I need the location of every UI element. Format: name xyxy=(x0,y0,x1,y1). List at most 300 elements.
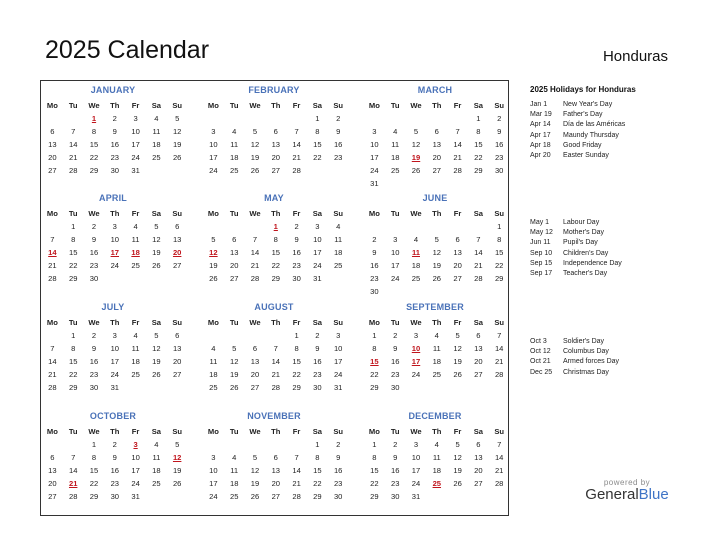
holiday-date: Dec 25 xyxy=(530,368,553,376)
empty-day xyxy=(364,220,385,233)
day: 24 xyxy=(209,492,218,501)
holiday-name: Father's Day xyxy=(563,111,603,119)
day: 5 xyxy=(434,235,439,244)
weekday-header: Tu xyxy=(390,427,400,436)
day: 26 xyxy=(250,492,260,501)
day: 13 xyxy=(271,140,281,149)
empty-day xyxy=(265,438,286,451)
day: 6 xyxy=(175,222,180,231)
holiday-day: 14 xyxy=(48,248,57,257)
holiday-row xyxy=(530,110,700,120)
day: 26 xyxy=(453,370,462,379)
day: 2 xyxy=(393,440,398,449)
day: 28 xyxy=(474,274,483,283)
empty-day xyxy=(224,438,245,451)
weekday-header: Mo xyxy=(46,427,58,436)
day: 5 xyxy=(175,114,180,123)
empty-day xyxy=(447,112,468,125)
holiday-name: Teacher's Day xyxy=(563,270,608,278)
day: 27 xyxy=(271,166,281,175)
month-march xyxy=(364,83,506,190)
day: 11 xyxy=(432,344,441,353)
day: 4 xyxy=(336,222,341,231)
holiday-name: Christmas Day xyxy=(563,368,609,376)
day: 1 xyxy=(91,440,97,449)
day: 25 xyxy=(411,274,421,283)
weekday-header: Tu xyxy=(390,318,400,327)
weekday-header: Tu xyxy=(68,101,78,110)
holiday-name: Children's Day xyxy=(563,249,609,257)
day: 3 xyxy=(393,235,398,244)
holiday-row xyxy=(530,151,700,161)
day: 19 xyxy=(453,466,462,475)
holiday-row xyxy=(530,259,700,269)
weekday-header: Tu xyxy=(390,101,400,110)
day: 11 xyxy=(131,344,140,353)
month-june xyxy=(364,191,506,298)
day: 21 xyxy=(474,261,483,270)
holidays-heading: 2025 Holidays for Honduras xyxy=(530,85,636,94)
day: 25 xyxy=(229,166,239,175)
month-november xyxy=(203,409,345,503)
weekday-header: Tu xyxy=(229,427,239,436)
day: 14 xyxy=(68,140,78,149)
day: 10 xyxy=(411,453,421,462)
day: 26 xyxy=(250,166,260,175)
day: 4 xyxy=(434,440,439,449)
day: 28 xyxy=(48,383,57,392)
holiday-date: Oct 12 xyxy=(530,348,551,356)
day: 31 xyxy=(110,383,120,392)
weekday-header: Th xyxy=(432,101,442,110)
day: 26 xyxy=(152,370,161,379)
day: 28 xyxy=(68,492,78,501)
weekday-header: Su xyxy=(333,427,344,436)
day: 10 xyxy=(131,453,140,462)
holiday-day: 12 xyxy=(172,453,182,462)
weekday-header: Mo xyxy=(46,318,58,327)
day: 9 xyxy=(336,453,341,462)
holiday-date: Mar 19 xyxy=(530,111,552,119)
holiday-name: Día de las Américas xyxy=(563,121,626,129)
day: 12 xyxy=(152,344,161,353)
day: 15 xyxy=(292,357,301,366)
day: 8 xyxy=(315,127,320,136)
day: 19 xyxy=(172,466,182,475)
weekday-header: Th xyxy=(271,209,281,218)
day: 30 xyxy=(494,166,504,175)
holiday-day: 1 xyxy=(273,222,278,231)
weekday-header: Th xyxy=(271,101,281,110)
weekday-header: We xyxy=(249,427,261,436)
month-name: DECEMBER xyxy=(408,411,462,421)
day: 6 xyxy=(476,440,481,449)
day: 30 xyxy=(370,287,379,296)
day: 15 xyxy=(474,140,483,149)
day: 15 xyxy=(271,248,281,257)
day: 24 xyxy=(110,261,120,270)
day: 12 xyxy=(229,357,239,366)
weekday-header: Mo xyxy=(207,101,219,110)
empty-day xyxy=(245,438,266,451)
day: 13 xyxy=(172,344,182,353)
day: 23 xyxy=(494,153,504,162)
month-grid xyxy=(42,99,184,177)
holiday-name: Columbus Day xyxy=(563,348,609,356)
day: 26 xyxy=(152,261,161,270)
day: 31 xyxy=(411,492,421,501)
weekday-header: Mo xyxy=(368,209,380,218)
day: 24 xyxy=(411,479,421,488)
day: 4 xyxy=(413,235,419,244)
day: 18 xyxy=(229,153,239,162)
day: 8 xyxy=(476,127,481,136)
month-grid xyxy=(42,207,184,285)
day: 27 xyxy=(48,166,57,175)
day: 16 xyxy=(370,261,379,270)
day: 7 xyxy=(294,453,299,462)
day: 29 xyxy=(68,383,78,392)
weekday-header: Sa xyxy=(151,101,162,110)
day: 19 xyxy=(152,248,161,257)
weekday-header: Fr xyxy=(453,318,462,327)
month-name: NOVEMBER xyxy=(247,411,301,421)
month-name: MARCH xyxy=(417,85,453,95)
day: 28 xyxy=(494,370,504,379)
day: 9 xyxy=(497,127,502,136)
day: 23 xyxy=(292,261,301,270)
day: 3 xyxy=(211,453,216,462)
holiday-day: 12 xyxy=(209,248,218,257)
day: 27 xyxy=(432,166,442,175)
holiday-row xyxy=(530,238,700,248)
holiday-row xyxy=(530,249,700,259)
month-december xyxy=(364,409,506,503)
day: 30 xyxy=(292,274,301,283)
day: 17 xyxy=(131,466,140,475)
weekday-header: Mo xyxy=(368,427,380,436)
day: 20 xyxy=(172,357,182,366)
empty-day xyxy=(203,329,224,342)
weekday-header: Mo xyxy=(207,318,219,327)
day: 15 xyxy=(313,140,322,149)
day: 8 xyxy=(71,235,76,244)
holiday-name: Maundy Thursday xyxy=(563,131,619,139)
day: 22 xyxy=(68,261,78,270)
day: 13 xyxy=(432,140,442,149)
weekday-header: Sa xyxy=(151,209,162,218)
day: 4 xyxy=(154,114,159,123)
page-title: 2025 Calendar xyxy=(45,36,210,64)
day: 8 xyxy=(294,344,299,353)
holiday-group xyxy=(530,337,700,378)
day: 7 xyxy=(50,344,55,353)
day: 25 xyxy=(209,383,218,392)
day: 26 xyxy=(453,479,462,488)
holiday-day: 15 xyxy=(370,357,379,366)
empty-day xyxy=(265,329,286,342)
weekday-header: Fr xyxy=(453,427,462,436)
weekday-header: Sa xyxy=(473,427,484,436)
day: 9 xyxy=(112,453,117,462)
day: 22 xyxy=(313,479,322,488)
day: 12 xyxy=(432,248,442,257)
day: 20 xyxy=(48,153,57,162)
day: 13 xyxy=(172,235,182,244)
day: 27 xyxy=(229,274,239,283)
weekday-header: Fr xyxy=(453,209,462,218)
day: 8 xyxy=(372,453,377,462)
holiday-name: Good Friday xyxy=(563,141,602,149)
day: 9 xyxy=(112,127,117,136)
empty-day xyxy=(224,329,245,342)
day: 27 xyxy=(48,492,57,501)
day: 25 xyxy=(152,479,161,488)
day: 26 xyxy=(411,166,421,175)
day: 13 xyxy=(474,453,483,462)
day: 17 xyxy=(131,140,140,149)
day: 14 xyxy=(250,248,260,257)
weekday-header: Th xyxy=(432,318,442,327)
day: 16 xyxy=(390,357,400,366)
weekday-header: We xyxy=(88,318,100,327)
weekday-header: We xyxy=(410,209,422,218)
day: 31 xyxy=(131,166,140,175)
holiday-name: Soldier's Day xyxy=(563,338,605,345)
day: 18 xyxy=(432,357,442,366)
month-january xyxy=(42,83,184,177)
weekday-header: Tu xyxy=(229,318,239,327)
day: 23 xyxy=(89,370,99,379)
day: 13 xyxy=(250,357,260,366)
day: 18 xyxy=(229,479,239,488)
holiday-row xyxy=(530,347,700,357)
month-grid xyxy=(203,99,345,177)
day: 16 xyxy=(89,357,99,366)
day: 4 xyxy=(434,331,439,340)
day: 1 xyxy=(71,331,76,340)
day: 24 xyxy=(131,153,140,162)
day: 14 xyxy=(292,140,301,149)
empty-day xyxy=(203,220,224,233)
day: 20 xyxy=(453,261,462,270)
holiday-day: 10 xyxy=(411,344,421,353)
holiday-day: 21 xyxy=(68,479,78,488)
day: 2 xyxy=(372,235,377,244)
day: 11 xyxy=(391,140,400,149)
holiday-group xyxy=(530,218,700,279)
day: 13 xyxy=(474,344,483,353)
day: 6 xyxy=(50,127,55,136)
day: 14 xyxy=(68,466,78,475)
day: 16 xyxy=(333,140,343,149)
day: 24 xyxy=(131,479,140,488)
holiday-row xyxy=(530,100,700,110)
empty-day xyxy=(245,220,266,233)
day: 29 xyxy=(68,274,78,283)
day: 4 xyxy=(232,127,237,136)
day: 23 xyxy=(313,370,322,379)
empty-day xyxy=(42,220,63,233)
holiday-row xyxy=(530,269,700,279)
holiday-date: Apr 17 xyxy=(530,131,551,139)
empty-day xyxy=(42,112,63,125)
day: 27 xyxy=(474,479,483,488)
day: 8 xyxy=(315,453,320,462)
day: 6 xyxy=(476,331,481,340)
day: 18 xyxy=(390,153,400,162)
day: 29 xyxy=(292,383,301,392)
day: 22 xyxy=(370,370,379,379)
weekday-header: Fr xyxy=(131,318,140,327)
day: 27 xyxy=(250,383,260,392)
day: 3 xyxy=(413,440,419,449)
weekday-header: Su xyxy=(494,101,505,110)
holiday-day: 19 xyxy=(411,153,421,162)
day: 2 xyxy=(497,114,502,123)
day: 23 xyxy=(110,479,120,488)
day: 19 xyxy=(172,140,182,149)
day: 27 xyxy=(474,370,483,379)
day: 13 xyxy=(48,466,57,475)
day: 22 xyxy=(89,153,99,162)
day: 14 xyxy=(453,140,462,149)
weekday-header: Th xyxy=(110,427,120,436)
day: 12 xyxy=(453,453,462,462)
day: 27 xyxy=(172,370,182,379)
day: 7 xyxy=(50,235,55,244)
day: 20 xyxy=(229,261,239,270)
day: 21 xyxy=(48,261,57,270)
day: 5 xyxy=(211,235,216,244)
day: 25 xyxy=(152,153,161,162)
day: 16 xyxy=(494,140,504,149)
holiday-name: Pupil's Day xyxy=(563,239,598,247)
day: 5 xyxy=(455,331,460,340)
day: 1 xyxy=(372,440,377,449)
day: 15 xyxy=(494,248,504,257)
day: 27 xyxy=(271,492,281,501)
holiday-row xyxy=(530,218,700,228)
day: 28 xyxy=(292,492,301,501)
weekday-header: Fr xyxy=(131,427,140,436)
day: 16 xyxy=(313,357,322,366)
day: 14 xyxy=(48,357,57,366)
weekday-header: Mo xyxy=(207,427,219,436)
month-may xyxy=(203,191,345,285)
holiday-row xyxy=(530,131,700,141)
day: 22 xyxy=(494,261,504,270)
day: 25 xyxy=(333,261,343,270)
day: 8 xyxy=(497,235,502,244)
month-february xyxy=(203,83,345,177)
weekday-header: We xyxy=(249,101,261,110)
day: 2 xyxy=(393,331,398,340)
day: 10 xyxy=(131,127,140,136)
empty-day xyxy=(426,112,447,125)
brand-name xyxy=(582,486,672,503)
day: 29 xyxy=(271,274,281,283)
day: 17 xyxy=(390,261,400,270)
day: 28 xyxy=(494,479,504,488)
weekday-header: Su xyxy=(333,101,344,110)
weekday-header: Mo xyxy=(46,209,58,218)
day: 16 xyxy=(89,248,99,257)
holiday-name: Independence Day xyxy=(563,259,622,267)
day: 27 xyxy=(453,274,462,283)
day: 7 xyxy=(455,127,460,136)
day: 20 xyxy=(474,357,483,366)
empty-day xyxy=(203,438,224,451)
brand-logo xyxy=(582,478,672,503)
day: 11 xyxy=(432,453,441,462)
day: 3 xyxy=(133,114,138,123)
day: 6 xyxy=(50,453,55,462)
day: 26 xyxy=(432,274,442,283)
holiday-row xyxy=(530,337,700,347)
weekday-header: Th xyxy=(110,318,120,327)
day: 1 xyxy=(315,440,320,449)
empty-day xyxy=(468,220,489,233)
day: 9 xyxy=(393,344,398,353)
day: 16 xyxy=(390,466,400,475)
day: 5 xyxy=(455,440,460,449)
empty-day xyxy=(203,112,224,125)
holiday-row xyxy=(530,141,700,151)
day: 4 xyxy=(232,453,237,462)
day: 23 xyxy=(89,261,99,270)
holiday-date: Apr 18 xyxy=(530,141,551,149)
day: 9 xyxy=(91,344,97,353)
month-october xyxy=(42,409,184,503)
day: 2 xyxy=(336,114,341,123)
weekday-header: Tu xyxy=(68,427,78,436)
day: 9 xyxy=(91,235,97,244)
day: 1 xyxy=(497,222,502,231)
day: 29 xyxy=(89,492,99,501)
day: 13 xyxy=(271,466,281,475)
month-grid xyxy=(364,316,506,394)
day: 10 xyxy=(209,140,218,149)
weekday-header: Fr xyxy=(292,101,301,110)
month-name: AUGUST xyxy=(254,302,294,312)
day: 9 xyxy=(393,453,398,462)
day: 3 xyxy=(372,127,377,136)
day: 24 xyxy=(333,370,343,379)
day: 10 xyxy=(390,248,400,257)
holiday-name: Labour Day xyxy=(563,219,600,226)
day: 7 xyxy=(497,440,502,449)
weekday-header: Sa xyxy=(312,427,323,436)
holiday-date: Sep 15 xyxy=(530,259,553,267)
day: 18 xyxy=(411,261,421,270)
day: 20 xyxy=(250,370,260,379)
day: 21 xyxy=(494,466,504,475)
day: 24 xyxy=(110,370,120,379)
day: 30 xyxy=(110,166,120,175)
holiday-day: 25 xyxy=(432,479,442,488)
day: 15 xyxy=(68,248,78,257)
holiday-day: 20 xyxy=(172,248,182,257)
month-grid xyxy=(42,425,184,503)
day: 13 xyxy=(453,248,462,257)
day: 8 xyxy=(273,235,278,244)
day: 27 xyxy=(172,261,182,270)
weekday-header: Fr xyxy=(131,209,140,218)
holiday-group xyxy=(530,100,700,161)
day: 24 xyxy=(209,166,218,175)
day: 12 xyxy=(250,466,260,475)
